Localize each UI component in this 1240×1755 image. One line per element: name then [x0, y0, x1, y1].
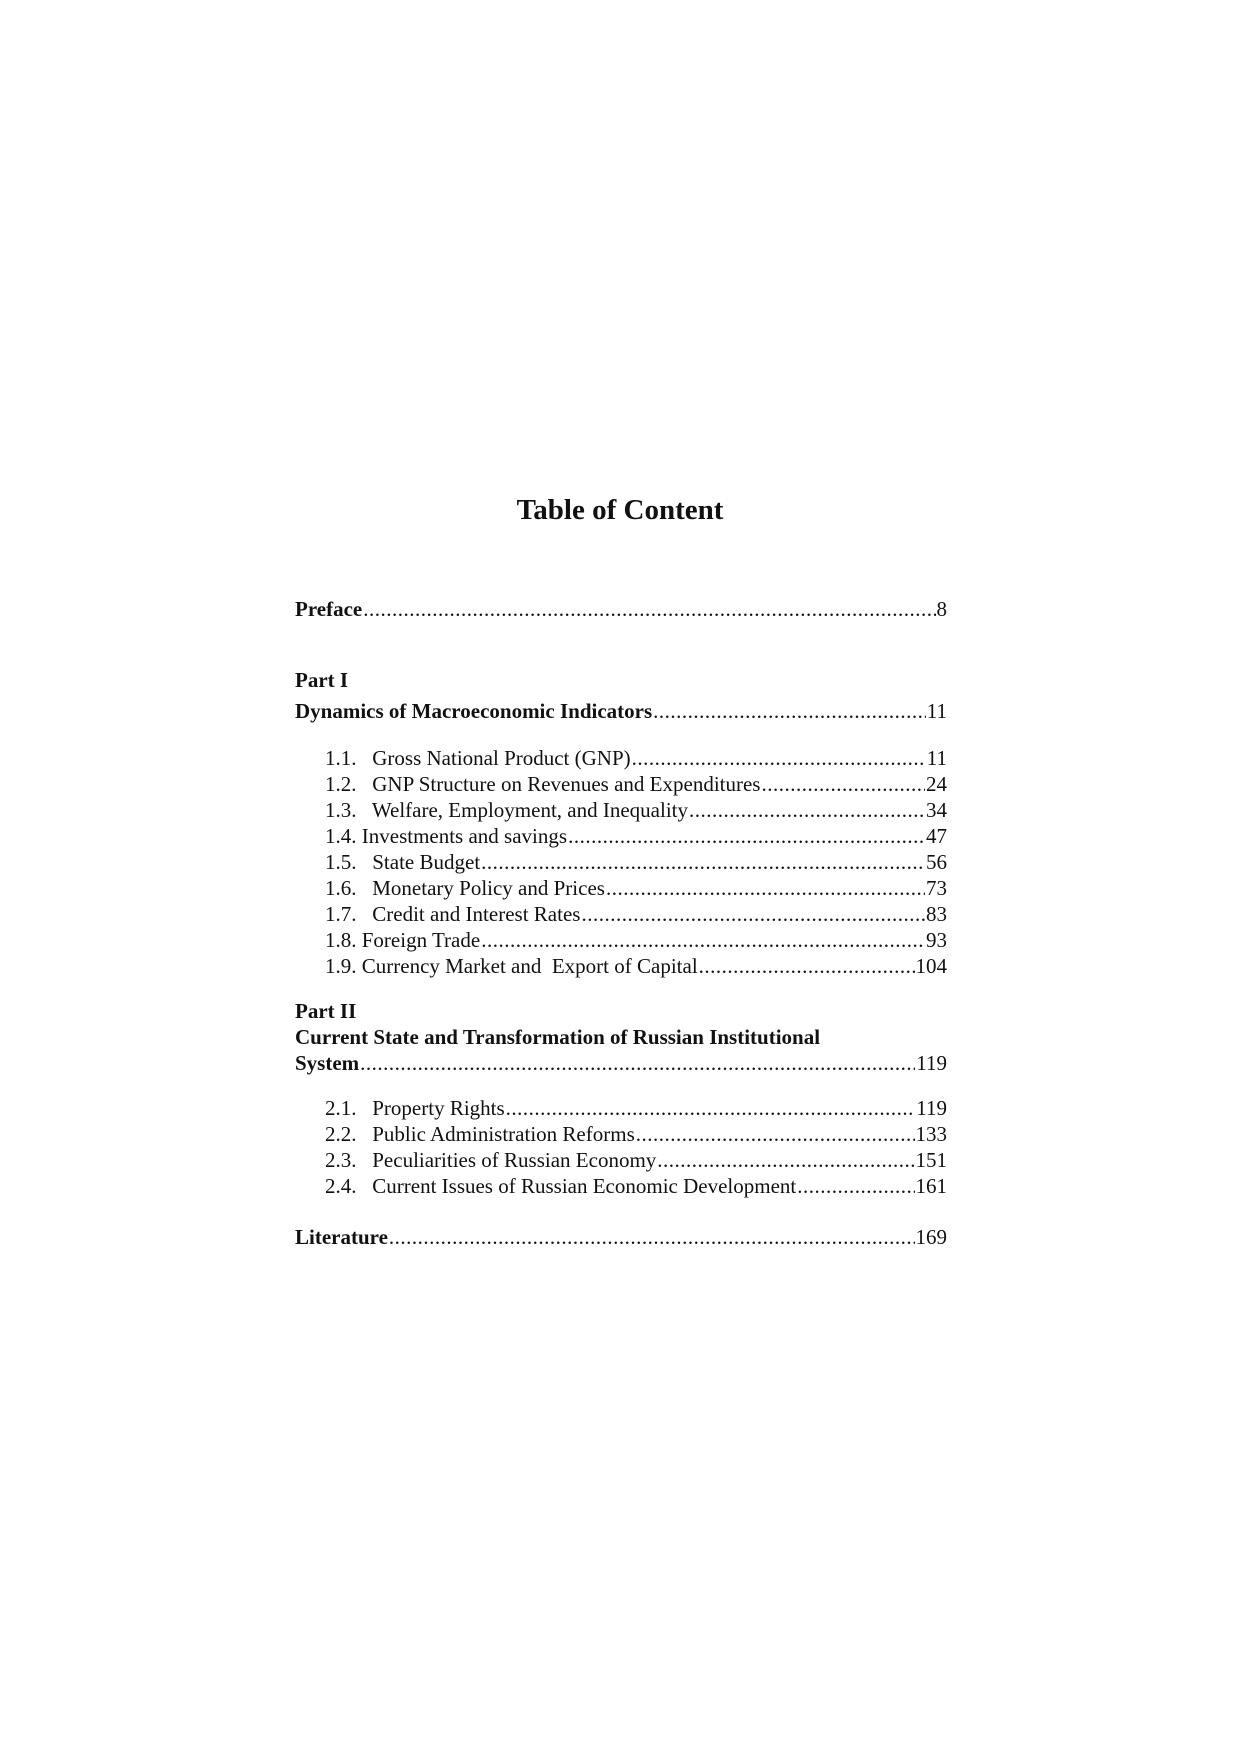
toc-entry-1-6[interactable] — [325, 875, 947, 901]
toc-entry-1-5[interactable] — [325, 849, 947, 875]
dot-leader — [389, 1224, 915, 1250]
toc-entry-1-4[interactable] — [325, 823, 947, 849]
dot-leader — [360, 1050, 915, 1076]
toc-page-number: 133 — [915, 1122, 947, 1146]
dot-leader — [581, 901, 925, 927]
toc-entry-label: Dynamics of Macroeconomic Indicators — [295, 699, 653, 723]
dot-leader — [363, 596, 935, 622]
toc-page-number: 119 — [916, 1051, 947, 1075]
toc-entry-1-9[interactable] — [325, 953, 947, 979]
dot-leader — [797, 1173, 914, 1199]
toc-entry-label: 1.2. GNP Structure on Revenues and Expenditures — [325, 772, 761, 796]
toc-page-number: 11 — [926, 699, 947, 723]
toc-entry-label: 1.3. Welfare, Employment, and Inequality — [325, 798, 688, 822]
toc-entry-1-7[interactable] — [325, 901, 947, 927]
toc-page-number: 56 — [926, 850, 947, 874]
toc-entry-label: 1.1. Gross National Product (GNP) — [325, 746, 631, 770]
dot-leader — [689, 797, 925, 823]
dot-leader — [653, 698, 926, 724]
toc-entry-label: 2.1. Property Rights — [325, 1096, 505, 1120]
toc-page-number: 24 — [926, 772, 947, 796]
toc-page-number: 151 — [915, 1148, 947, 1172]
dot-leader — [657, 1147, 914, 1173]
part-i-heading: Part I — [295, 668, 349, 692]
toc-entry-1-3[interactable] — [325, 797, 947, 823]
toc-page-number: 34 — [926, 798, 947, 822]
toc-entry-label: 2.2. Public Administration Reforms — [325, 1122, 635, 1146]
toc-entry-1-1[interactable] — [325, 745, 947, 771]
dot-leader — [506, 1095, 916, 1121]
dot-leader — [481, 927, 925, 953]
toc-entry-label: Preface — [295, 597, 363, 621]
toc-entry-1-8[interactable] — [325, 927, 947, 953]
toc-entry-label: 1.8. Foreign Trade — [325, 928, 481, 952]
toc-entry-preface[interactable] — [295, 596, 947, 622]
toc-entry-label: 2.4. Current Issues of Russian Economic Development — [325, 1174, 797, 1198]
dot-leader — [761, 771, 925, 797]
toc-entry-1-2[interactable] — [325, 771, 947, 797]
toc-entry-part-i[interactable] — [295, 698, 947, 724]
toc-entry-2-4[interactable] — [325, 1173, 947, 1199]
toc-page-number: 83 — [926, 902, 947, 926]
toc-entry-label: 1.9. Currency Market and Export of Capital — [325, 954, 698, 978]
toc-page-number: 119 — [916, 1096, 947, 1120]
toc-entry-label: 1.7. Credit and Interest Rates — [325, 902, 581, 926]
page-title: Table of Content — [516, 494, 724, 526]
toc-page-number: 93 — [926, 928, 947, 952]
part-ii-heading: Part II — [295, 999, 357, 1023]
toc-page-number: 11 — [926, 746, 947, 770]
part-ii-title: Current State and Transformation of Russian Institutional — [295, 1025, 821, 1049]
dot-leader — [568, 823, 925, 849]
dot-leader — [606, 875, 925, 901]
toc-entry-label: Literature — [295, 1225, 388, 1249]
toc-page-number: 73 — [926, 876, 947, 900]
toc-page-number: 8 — [936, 597, 947, 621]
toc-entry-label: 1.5. State Budget — [325, 850, 481, 874]
toc-entry-literature[interactable] — [295, 1224, 947, 1250]
toc-page-number: 47 — [926, 824, 947, 848]
toc-entry-2-2[interactable] — [325, 1121, 947, 1147]
dot-leader — [481, 849, 925, 875]
toc-entry-label: 1.6. Monetary Policy and Prices — [325, 876, 605, 900]
toc-page-number: 161 — [915, 1174, 947, 1198]
dot-leader — [636, 1121, 915, 1147]
toc-entry-2-3[interactable] — [325, 1147, 947, 1173]
dot-leader — [699, 953, 915, 979]
toc-page-number: 104 — [915, 954, 947, 978]
toc-entry-part-ii[interactable] — [295, 1050, 947, 1076]
toc-entry-label: System — [295, 1051, 360, 1075]
toc-page-number: 169 — [915, 1225, 947, 1249]
toc-entry-label: 1.4. Investments and savings — [325, 824, 568, 848]
toc-entry-2-1[interactable] — [325, 1095, 947, 1121]
dot-leader — [632, 745, 926, 771]
toc-entry-label: 2.3. Peculiarities of Russian Economy — [325, 1148, 657, 1172]
